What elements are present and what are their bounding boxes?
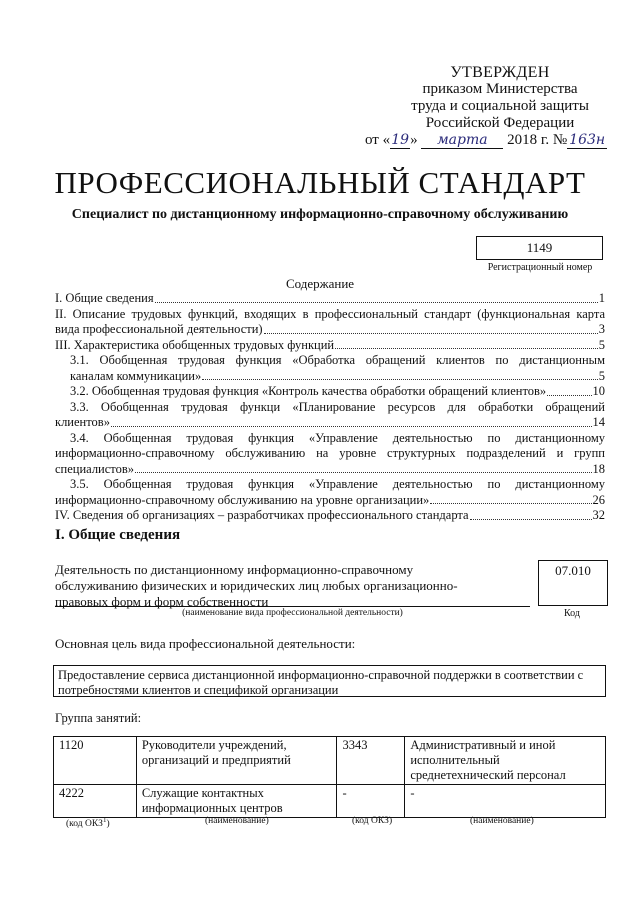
activity-code-box: 07.010 xyxy=(538,560,608,606)
section-heading: I. Общие сведения xyxy=(55,527,181,543)
approval-date-line xyxy=(365,132,607,149)
toc-item-3-5-line1[interactable]: 3.5. Обобщенная трудовая функция «Управление деятельностью по дистанционному xyxy=(70,477,605,491)
occupation-table xyxy=(53,736,606,818)
approval-line: Российской Федерации xyxy=(425,115,575,131)
toc-item-iii[interactable]: III. Характеристика обобщенных трудовых функций 5 xyxy=(55,337,605,352)
okz-code-cell: 3343 xyxy=(337,737,405,785)
toc-title: Содержание xyxy=(285,276,355,291)
okz-code-caption-2: (код ОКЗ) xyxy=(352,816,393,826)
occupation-group-label: Группа занятий: xyxy=(55,711,142,725)
approval-block xyxy=(400,64,600,132)
goal-box: Предоставление сервиса дистанционной информационно-справочной поддержки в соответствии с потребностями клиентов и спецификой организации xyxy=(53,665,606,697)
toc-item-3-1-line2[interactable]: каналам коммуникации» 5 xyxy=(70,368,605,383)
activity-name: Деятельность по дистанционному информационно-справочному обслуживанию физических и юридических лиц любых организационно- правовых форм и форм собственности xyxy=(55,562,458,609)
toc-item-3-4-line1[interactable]: 3.4. Обобщенная трудовая функция «Управление деятельностью по дистанционному xyxy=(70,430,605,445)
toc-item-3-3-line1[interactable]: 3.3. Обобщенная трудовая функци «Планирование ресурсов для обработки обращений xyxy=(70,399,605,414)
table-row xyxy=(54,737,606,785)
standard-name: Специалист по дистанционному информационно-справочному обслуживанию xyxy=(71,207,569,222)
handwritten-order-number: 163н xyxy=(567,132,607,149)
toc-item-3-5-line2[interactable]: информационно-справочному обслуживанию на уровне организации» 26 xyxy=(55,492,605,507)
toc-item-i[interactable]: I. Общие сведения 1 xyxy=(55,291,605,305)
okz-code-cell: 1120 xyxy=(54,737,137,785)
occupation-name-cell: Служащие контактных информационных центров xyxy=(136,785,337,818)
date-mid: » xyxy=(410,132,418,148)
handwritten-month: марта xyxy=(421,132,503,149)
toc-item-3-2[interactable]: 3.2. Обобщенная трудовая функция «Контроль качества обработки обращений клиентов» 10 xyxy=(70,384,605,398)
toc-item-ii-line2[interactable]: вида профессиональной деятельности) 3 xyxy=(55,322,605,336)
goal-label: Основная цель вида профессиональной деятельности: xyxy=(55,636,356,651)
okz-code-caption: (код ОКЗ$^1$) xyxy=(66,816,110,830)
toc xyxy=(55,291,605,524)
registration-number-box: 1149 xyxy=(476,236,603,260)
date-prefix: от « xyxy=(365,132,391,148)
name-caption: (наименование) xyxy=(205,816,269,826)
toc-item-3-1-line1[interactable]: 3.1. Обобщенная трудовая функция «Обработка обращений клиентов по дистанционным xyxy=(70,353,605,367)
approval-line: труда и социальной защиты xyxy=(411,98,589,114)
okz-code-cell: - xyxy=(337,785,405,818)
occupation-name-cell: Руководители учреждений, организаций и предприятий xyxy=(136,737,337,785)
toc-item-3-4-line2[interactable]: информационно-справочному обслуживанию на уровне структурных подразделений и групп xyxy=(55,446,605,460)
document-title: ПРОФЕССИОНАЛЬНЫЙ СТАНДАРТ xyxy=(54,165,586,200)
table-row xyxy=(54,785,606,818)
occupation-name-cell: Административный и иной исполнительный среднетехнический персонал xyxy=(405,737,606,785)
approval-heading: УТВЕРЖДЕН xyxy=(450,64,550,81)
toc-item-3-4-line3[interactable]: специалистов» 18 xyxy=(55,461,605,476)
name-caption-2: (наименование) xyxy=(470,816,534,826)
activity-underline xyxy=(55,606,530,607)
approval-line: приказом Министерства xyxy=(422,81,578,97)
okz-code-cell: 4222 xyxy=(54,785,137,818)
toc-item-iv[interactable]: IV. Сведения об организациях – разработчиках профессионального стандарта 32 xyxy=(55,508,605,522)
handwritten-day: 19 xyxy=(391,132,410,148)
toc-item-ii-line1[interactable]: II. Описание трудовых функций, входящих в профессиональный стандарт (функциональная карта xyxy=(55,306,605,321)
toc-item-3-3-line2[interactable]: клиентов» 14 xyxy=(55,415,605,429)
date-year: 2018 г. № xyxy=(507,132,568,148)
occupation-name-cell: - xyxy=(405,785,606,818)
activity-code-caption: Код xyxy=(564,608,580,619)
activity-caption: (наименование вида профессиональной деятельности) xyxy=(182,608,403,618)
registration-number-label: Регистрационный номер xyxy=(487,262,593,273)
footnote-marker: 1 xyxy=(102,816,107,824)
